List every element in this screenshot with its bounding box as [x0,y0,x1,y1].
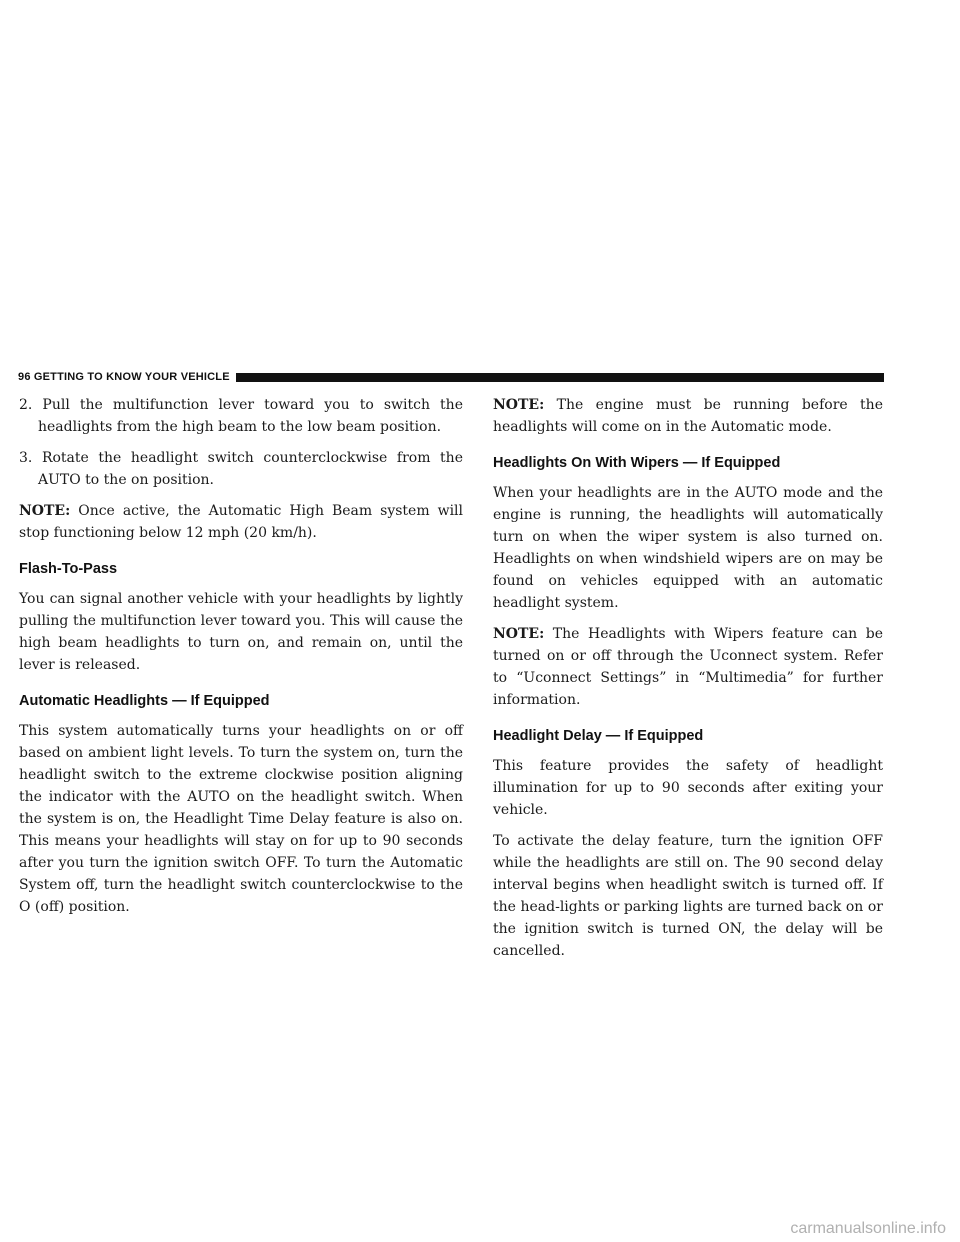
watermark: carmanualsonline.info [790,1220,946,1237]
paragraph-headlights-with-wipers: When your headlights are in the AUTO mode and the engine is running, the headlights will automatically turn on when the wiper system is also turned on. Headlights on when windshield wipers are on may be found on vehicles equipped with an automatic headlight system. [493,485,883,611]
page-number-title: 96 GETTING TO KNOW YOUR VEHICLE [18,371,230,383]
note-auto-high-beam [19,500,463,544]
note-text: The Headlights with Wipers feature can be turned on or off through the Uconnect system. Refer to “Uconnect Settings” in “Multimedia” for further information. [493,626,883,708]
note-label: NOTE: [493,397,545,413]
paragraph-automatic-headlights: This system automatically turns your headlights on or off based on ambient light levels. To turn the system on, turn the headlight switch to the extreme clockwise position aligning the indicator with the AUTO on the headlight switch. When the system is on, the Headlight Time Delay feature is also on. This means your headlights will stay on for up to 90 seconds after you turn the ignition switch OFF. To turn the Automatic System off, turn the headlight switch counterclockwise to the O (off) position. [19,723,463,915]
note-text: The engine must be running before the headlights will come on in the Automatic mode. [493,397,883,435]
left-column [19,394,463,927]
heading-headlights-with-wipers: Headlights On With Wipers — If Equipped [493,455,781,471]
note-label: NOTE: [19,503,71,519]
right-column [493,394,883,971]
paragraph-flash-to-pass: You can signal another vehicle with your headlights by lightly pulling the multifunction lever toward you. This will cause the high beam headlights to turn on, and remain on, until the lever is released. [19,591,463,673]
list-item-3: 3. Rotate the headlight switch counterclockwise from the AUTO to the on position. [19,450,463,488]
heading-flash-to-pass: Flash-To-Pass [19,561,118,577]
page-header [18,370,884,384]
note-label: NOTE: [493,626,545,642]
paragraph-headlight-delay-1: This feature provides the safety of headlight illumination for up to 90 seconds after exiting your vehicle. [493,758,883,818]
heading-headlight-delay: Headlight Delay — If Equipped [493,728,704,744]
paragraph-headlight-delay-2: To activate the delay feature, turn the ignition OFF while the headlights are still on. The 90 second delay interval begins when headlight switch is turned off. If the head-lights or parking lights are turned back on or the ignition switch is turned ON, the delay will be cancelled. [493,833,883,959]
note-uconnect [493,623,883,711]
heading-automatic-headlights: Automatic Headlights — If Equipped [19,693,270,709]
note-text: Once active, the Automatic High Beam system will stop functioning below 12 mph (20 km/h). [19,503,463,541]
note-engine-running [493,394,883,438]
list-item-2: 2. Pull the multifunction lever toward you to switch the headlights from the high beam to the low beam position. [19,397,463,435]
header-rule [236,373,884,382]
